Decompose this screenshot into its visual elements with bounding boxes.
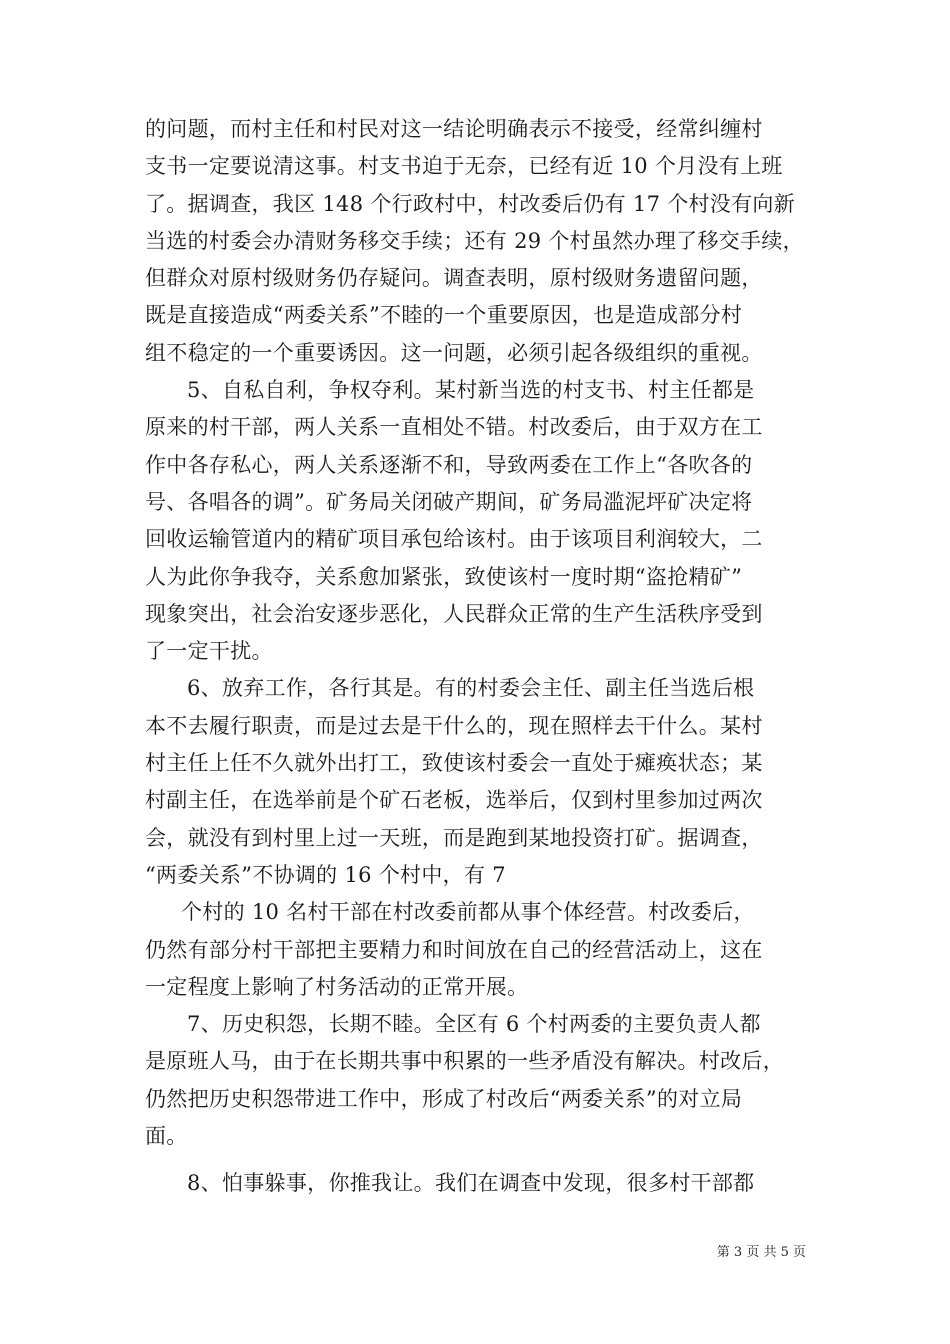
text-line: 本不去履行职责，而是过去是干什么的，现在照样去干什么。某村 [145, 713, 763, 738]
text-line: 仍然有部分村干部把主要精力和时间放在自己的经营活动上，这在 [145, 937, 763, 962]
paragraph-start-line: 6、放弃工作，各行其是。有的村委会主任、副主任当选后根 [187, 676, 755, 701]
text-line: 了。据调查，我区 148 个行政村中，村改委后仍有 17 个村没有向新 [145, 191, 796, 216]
text-line: 组不稳定的一个重要诱因。这一问题，必须引起各级组织的重视。 [145, 340, 763, 365]
text-line: 既是直接造成“两委关系”不睦的一个重要原因，也是造成部分村 [145, 303, 743, 328]
page-number-footer: 第 3 页 共 5 页 [716, 1245, 806, 1260]
text-line: 面。 [145, 1124, 188, 1149]
paragraph-start-line: 8、怕事躲事，你推我让。我们在调查中发现，很多村干部都 [187, 1171, 755, 1196]
text-line: 是原班人马，由于在长期共事中积累的一些矛盾没有解决。村改后， [145, 1049, 784, 1074]
text-line: 当选的村委会办清财务移交手续；还有 29 个村虽然办理了移交手续， [145, 228, 804, 253]
text-line: “两委关系”不协调的 16 个村中，有 7 [145, 862, 506, 887]
text-line: 一定程度上影响了村务活动的正常开展。 [145, 974, 529, 999]
text-line: 号、各唱各的调”。矿务局关闭破产期间，矿务局滥泥坪矿决定将 [145, 489, 753, 514]
paragraph-start-line: 个村的 10 名村干部在村改委前都从事个体经营。村改委后， [181, 900, 755, 925]
text-line: 作中各存私心，两人关系逐渐不和，导致两委在工作上“各吹各的 [145, 452, 753, 477]
paragraph-start-line: 5、自私自利，争权夺利。某村新当选的村支书、村主任都是 [187, 378, 755, 403]
text-line: 的问题，而村主任和村民对这一结论明确表示不接受，经常纠缠村 [145, 117, 763, 141]
paragraph-gap [145, 1155, 810, 1165]
body-text [145, 111, 810, 1203]
text-line: 但群众对原村级财务仍存疑问。调查表明，原村级财务遗留问题， [145, 266, 763, 291]
text-line: 支书一定要说清这事。村支书迫于无奈，已经有近 10 个月没有上班 [145, 154, 783, 179]
text-line: 人为此你争我夺，关系愈加紧张，致使该村一度时期“盗抢精矿” [145, 564, 743, 589]
text-line: 会，就没有到村里上过一天班，而是跑到某地投资打矿。据调查， [145, 825, 763, 850]
text-line: 仍然把历史积怨带进工作中，形成了村改后“两委关系”的对立局 [145, 1086, 743, 1111]
text-line: 村主任上任不久就外出打工，致使该村委会一直处于瘫痪状态；某 [145, 751, 763, 776]
text-line: 现象突出，社会治安逐步恶化，人民群众正常的生产生活秩序受到 [145, 601, 763, 626]
text-line: 了一定干扰。 [145, 639, 273, 664]
text-line: 原来的村干部，两人关系一直相处不错。村改委后，由于双方在工 [145, 415, 763, 440]
text-line: 村副主任，在选举前是个矿石老板，选举后，仅到村里参加过两次 [145, 788, 763, 813]
paragraph-start-line: 7、历史积怨，长期不睦。全区有 6 个村两委的主要负责人都 [187, 1012, 761, 1037]
text-line: 回收运输管道内的精矿项目承包给该村。由于该项目利润较大，二 [145, 527, 763, 552]
